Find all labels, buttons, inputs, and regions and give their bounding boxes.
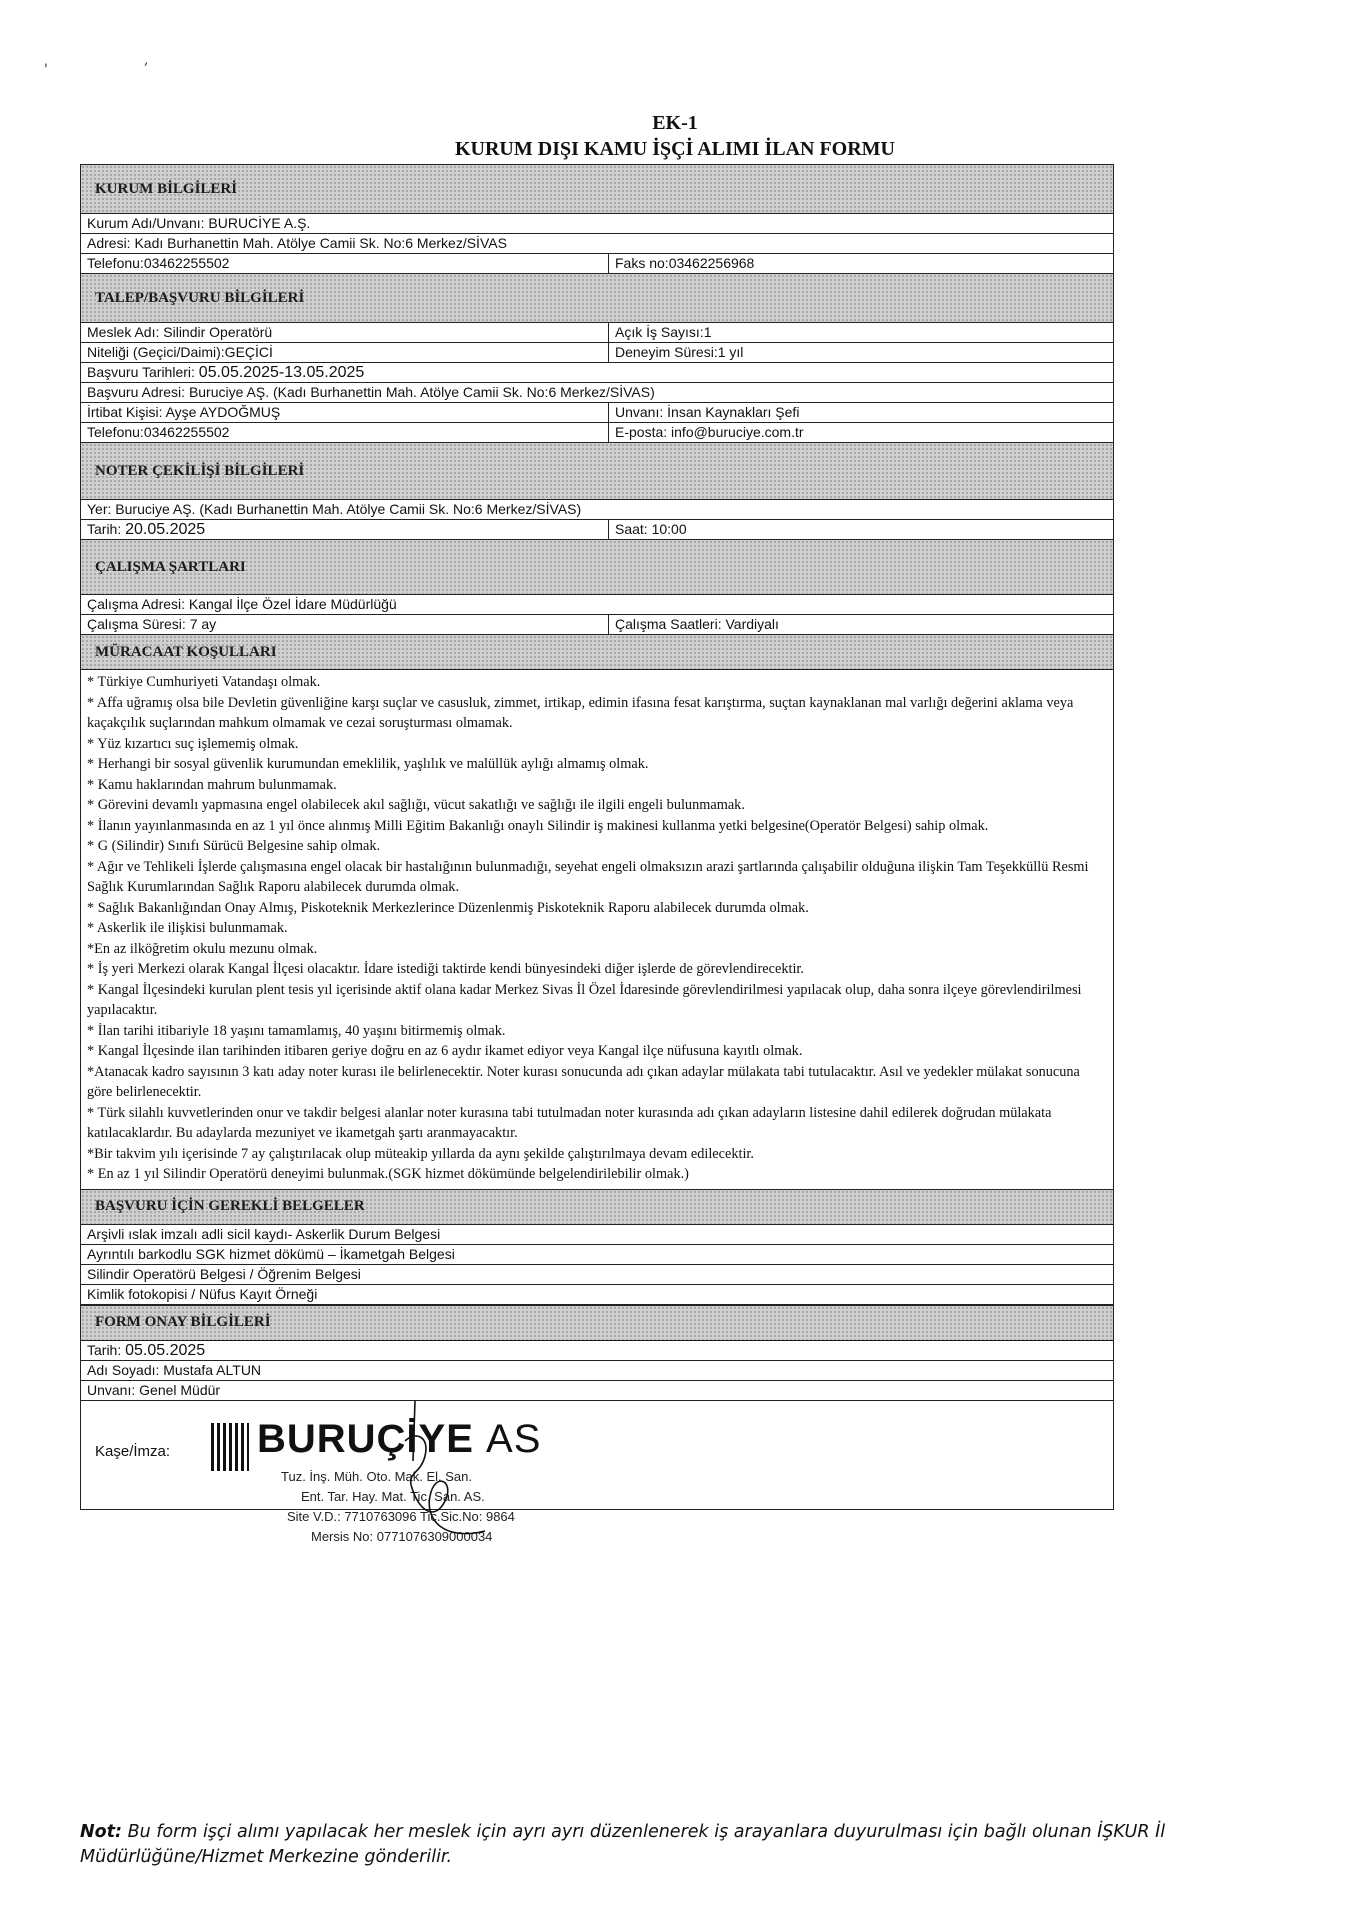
section-onay: FORM ONAY BİLGİLERİ: [81, 1305, 1113, 1341]
stamp-row: [81, 1401, 1113, 1544]
condition-item: * Kangal İlçesindeki kurulan plent tesis yıl içerisinde aktif olana kadar Merkez Sivas İl Özel İdaresinde görevlendirilmesi yapılacak olup, daha sonra ilçeye görevlendirilmesi yapılacaktır.: [87, 981, 1082, 1018]
talep-occupation: Meslek Adı: Silindir Operatörü: [81, 323, 609, 342]
kurum-name-row: [81, 214, 1113, 234]
condition-item: * Türk silahlı kuvvetlerinden onur ve takdir belgesi alanlar noter kurasına tabi tutulmadan noter kurasında adı çıkan adayların listesine dahil edilerek doğrudan mülakata katılacaklardır. Bu adaylarda mezuniyet ve ikametgah şartı aranmayacaktır.: [87, 1104, 1052, 1141]
noter-time: Saat: 10:00: [615, 521, 687, 537]
talep-email: E-posta: info@buruciye.com.tr: [615, 424, 804, 440]
condition-item: * G (Silindir) Sınıfı Sürücü Belgesine sahip olmak.: [87, 838, 381, 854]
calisma-duration: Çalışma Süresi: 7 ay: [81, 615, 609, 634]
talep-experience: Deneyim Süresi:1 yıl: [615, 344, 744, 360]
talep-dates-row: [81, 363, 1113, 383]
onay-date-label: Tarih:: [87, 1341, 126, 1358]
note-text: Bu form işçi alımı yapılacak her meslek için ayrı ayrı düzenlenerek iş arayanlara duyurulması için bağlı olunan İŞKUR İl Müdürlüğüne/Hizmet Merkezine gönderilir.: [80, 1822, 1166, 1867]
condition-item: *Atanacak kadro sayısının 3 katı aday noter kurası ile belirlenecektir. Noter kurası sonucunda adı çıkan adaylar mülakata tabi tutulacaktır. Asıl ve yedekler mülakat sonucuna göre belirlenecektir.: [87, 1063, 1080, 1100]
condition-item: * Görevini devamlı yapmasına engel olabilecek akıl sağlığı, vücut sakatlığı ve sağlığı ile ilgili engeli bulunmamak.: [87, 797, 745, 813]
logo-icon: [211, 1423, 249, 1471]
stamp-line: Ent. Tar. Hay. Mat. Tic. San. AS.: [301, 1488, 485, 1504]
onay-date: [81, 1341, 1113, 1360]
section-belgeler: BAŞVURU İÇİN GEREKLİ BELGELER: [81, 1190, 1113, 1225]
onay-title: Unvanı: Genel Müdür: [87, 1381, 221, 1398]
talep-contact-row: [81, 403, 1113, 423]
condition-item: * Yüz kızartıcı suç işlememiş olmak.: [87, 735, 299, 752]
kurum-name: Kurum Adı/Unvanı: BURUCİYE A.Ş.: [87, 215, 311, 231]
form-title: KURUM DIŞI KAMU İŞÇİ ALIMI İLAN FORMU: [454, 138, 896, 160]
noter-date-value: 20.05.2025: [125, 521, 206, 538]
condition-item: * Türkiye Cumhuriyeti Vatandaşı olmak.: [87, 674, 321, 690]
calisma-address: Çalışma Adresi: Kangal İlçe Özel İdare Müdürlüğü: [87, 596, 397, 612]
stamp-line: Mersis No: 0771076309000034: [311, 1528, 493, 1544]
belge-item: Arşivli ıslak imzalı adli sicil kaydı- Askerlik Durum Belgesi: [87, 1225, 441, 1242]
condition-item: * İlan tarihi itibariyle 18 yaşını tamamlamış, 40 yaşını bitirmemiş olmak.: [87, 1022, 506, 1039]
condition-item: * Askerlik ile ilişkisi bulunmamak.: [87, 920, 288, 936]
footer-note: [80, 1820, 1280, 1870]
noter-date: [81, 520, 609, 539]
calisma-hours: Çalışma Saatleri: Vardiyalı: [615, 616, 779, 632]
stamp-line: Tuz. İnş. Müh. Oto. Mak. El. San.: [281, 1468, 472, 1484]
noter-place: Yer: Buruciye AŞ. (Kadı Burhanettin Mah. Atölye Camii Sk. No:6 Merkez/SİVAS): [87, 501, 582, 517]
signature: [375, 1401, 515, 1551]
conditions-list: [81, 670, 1113, 1190]
section-noter: NOTER ÇEKİLİŞİ BİLGİLERİ: [81, 443, 1113, 500]
annex-label: EK-1: [652, 112, 698, 134]
section-kurum: KURUM BİLGİLERİ: [81, 165, 1113, 214]
announcement-form: [80, 164, 1114, 1544]
belge-row: [81, 1265, 1113, 1285]
talep-dates: [81, 363, 1113, 382]
calisma-duration-row: [81, 615, 1113, 635]
condition-item: * İlanın yayınlanmasında en az 1 yıl önce alınmış Milli Eğitim Bakanlığı onaylı Silindir iş makinesi kullanma yetki belgesine(Operatör Belgesi) sahip olmak.: [87, 817, 989, 834]
belge-row: [81, 1225, 1113, 1245]
condition-item: * Affa uğramış olsa bile Devletin güvenliğine karşı suçlar ve casusluk, zimmet, irtikap, edimin ifasına fesat karıştırma, suçtan kaynaklanan mal varlığı değerini aklama veya kaçakçılık suçlarından mahkum olmamak ve cezai soruşturması olmamak.: [87, 694, 1074, 731]
section-talep: TALEP/BAŞVURU BİLGİLERİ: [81, 274, 1113, 323]
logo-suffix: AS: [486, 1416, 542, 1461]
talep-phone: Telefonu:03462255502: [81, 423, 609, 442]
talep-openings: Açık İş Sayısı:1: [615, 324, 712, 340]
condition-item: * Herhangi bir sosyal güvenlik kurumundan emeklilik, yaşlılık ve malüllük aylığı almamış olmak.: [87, 756, 649, 772]
belge-item: Silindir Operatörü Belgesi / Öğrenim Belgesi: [87, 1265, 361, 1282]
onay-name-row: [81, 1361, 1113, 1381]
note-label: Not:: [80, 1822, 123, 1842]
condition-item: * Ağır ve Tehlikeli İşlerde çalışmasına engel olacak bir hastalığının bulunmadığı, seyehat engeli olmaksızın arazi şartlarında çalışabilir olduğuna ilişkin Tam Teşekküllü Resmi Sağlık Kurumlarından Sağlık Raporu alabilecek durumda olmak.: [87, 858, 1089, 895]
kurum-phone: Telefonu:03462255502: [81, 254, 609, 273]
noter-date-label: Tarih:: [87, 521, 126, 537]
condition-item: * Sağlık Bakanlığından Onay Almış, Piskoteknik Merkezlerince Düzenlenmiş Piskoteknik Raporu alabilecek durumda olmak.: [87, 899, 809, 916]
kurum-address: Adresi: Kadı Burhanettin Mah. Atölye Camii Sk. No:6 Merkez/SİVAS: [87, 235, 507, 251]
talep-contact-title: Unvanı: İnsan Kaynakları Şefi: [615, 404, 800, 420]
kurum-fax: Faks no:03462256968: [615, 255, 755, 271]
belge-item: Kimlik fotokopisi / Nüfus Kayıt Örneği: [87, 1285, 318, 1302]
belge-row: [81, 1285, 1113, 1305]
onay-date-row: [81, 1341, 1113, 1361]
condition-item: *Bir takvim yılı içerisinde 7 ay çalıştırılacak olup müteakip yıllarda da aynı şekilde çalıştırılmaya devam edilecektir.: [87, 1145, 754, 1162]
talep-contact: İrtibat Kişisi: Ayşe AYDOĞMUŞ: [81, 403, 609, 422]
condition-item: * Kangal İlçesinde ilan tarihinden itibaren geriye doğru en az 6 aydır ikamet ediyor veya Kangal ilçe nüfusuna kayıtlı olmak.: [87, 1043, 803, 1059]
onay-title-row: [81, 1381, 1113, 1401]
stamp-line: Site V.D.: 7710763096 Tic.Sic.No: 9864: [287, 1508, 515, 1524]
stamp-label: Kaşe/İmza:: [95, 1442, 171, 1460]
talep-dates-value: 05.05.2025-13.05.2025: [198, 364, 365, 381]
noter-date-row: [81, 520, 1113, 540]
section-calisma: ÇALIŞMA ŞARTLARI: [81, 540, 1113, 595]
condition-item: * İş yeri Merkezi olarak Kangal İlçesi olacaktır. İdare istediği taktirde kendi bünyesindeki diğer işlerde de görevlendirecektir.: [87, 961, 804, 977]
talep-dates-label: Başvuru Tarihleri:: [87, 364, 199, 380]
onay-name: Adı Soyadı: Mustafa ALTUN: [87, 1361, 262, 1378]
belge-item: Ayrıntılı barkodlu SGK hizmet dökümü – İkametgah Belgesi: [87, 1245, 455, 1262]
talep-address-row: [81, 383, 1113, 403]
onay-date-value: 05.05.2025: [125, 1341, 206, 1359]
noter-place-row: [81, 500, 1113, 520]
section-muracaat: MÜRACAAT KOŞULLARI: [81, 635, 1113, 670]
kurum-contact-row: [81, 254, 1113, 274]
talep-phone-row: [81, 423, 1113, 443]
talep-address: Başvuru Adresi: Buruciye AŞ. (Kadı Burhanettin Mah. Atölye Camii Sk. No:6 Merkez/SİVAS): [87, 384, 655, 400]
belge-row: [81, 1245, 1113, 1265]
talep-row-1: [81, 323, 1113, 343]
talep-row-2: [81, 343, 1113, 363]
kurum-address-row: [81, 234, 1113, 254]
condition-item: *En az ilköğretim okulu mezunu olmak.: [87, 940, 318, 957]
talep-type: Niteliği (Geçici/Daimi):GEÇİCİ: [81, 343, 609, 362]
condition-item: * En az 1 yıl Silindir Operatörü deneyimi bulunmak.(SGK hizmet dökümünde belgelendirilebilir olmak.): [87, 1166, 689, 1182]
calisma-address-row: [81, 595, 1113, 615]
condition-item: * Kamu haklarından mahrum bulunmamak.: [87, 776, 337, 793]
logo-name: BURUÇİYE: [257, 1416, 474, 1461]
